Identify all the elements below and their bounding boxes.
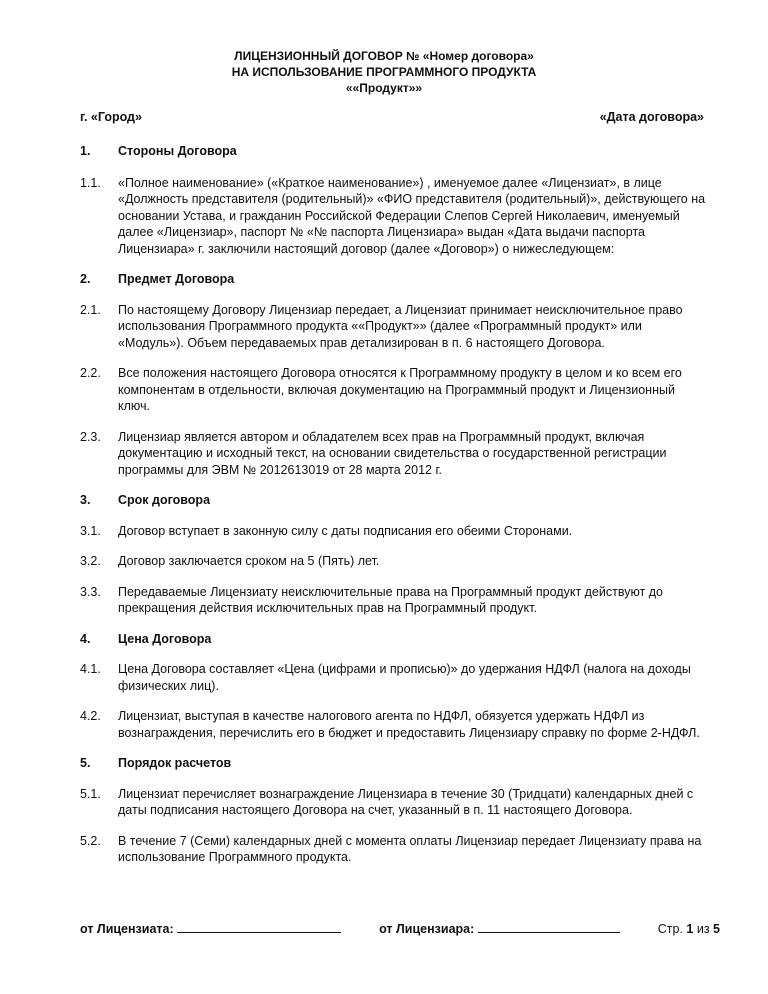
- clause-number: 2.3.: [80, 429, 101, 444]
- section-title: Порядок расчетов: [118, 756, 232, 770]
- clause: [80, 708, 710, 741]
- clause-text: В течение 7 (Семи) календарных дней с момента оплаты Лицензиар передает Лицензиату права на использование Программного продукта.: [118, 833, 702, 864]
- clause-number: 2.1.: [80, 302, 101, 317]
- document-body: [80, 143, 710, 866]
- clause: [80, 429, 710, 479]
- clause-number: 3.2.: [80, 554, 101, 568]
- section-heading: [80, 631, 710, 648]
- section-number: 2.: [80, 272, 91, 286]
- clause-text: По настоящему Договору Лицензиар передает, а Лицензиат принимает неисключительное право использования Программного продукта ««Продукт»» (далее «Программный продукт» или «Модуль»). Объем передаваемых прав детализирован в п. 6 настоящего Договора.: [118, 302, 683, 350]
- clause: [80, 584, 710, 617]
- licensee-signature-line: [177, 921, 341, 933]
- clause-text: Лицензиар является автором и обладателем всех прав на Программный продукт, включая документацию и исходный текст, на основании свидетельства о государственной регистрации программы для ЭВМ № 2012613019 от 28 марта 2012 г.: [118, 429, 667, 477]
- licensor-label: от Лицензиара:: [379, 922, 475, 936]
- page-number: [658, 922, 720, 936]
- signature-footer: [80, 921, 720, 936]
- date-label: «Дата договора»: [599, 110, 704, 124]
- clause: [80, 661, 710, 694]
- section-number: 5.: [80, 756, 91, 770]
- section-heading: [80, 271, 710, 288]
- clause-text: Передаваемые Лицензиату неисключительные права на Программный продукт действуют до прекращения действия исключительных прав на Программный продукт.: [118, 584, 664, 615]
- page-total: 5: [713, 922, 720, 936]
- page-separator: из: [696, 922, 710, 936]
- document-title: [0, 48, 768, 96]
- clause-text: «Полное наименование» («Краткое наименование») , именуемое далее «Лицензиат», в лице «Должность представителя (родительный)» «ФИО представителя (родительный)», действующего на основании Устава, и гражданин Российской Федерации Слепов Сергей Николаевич, именуемый далее «Лицензиар», паспорт № «№ паспорта Лицензиара» выдан «Дата выдачи паспорта Лицензиара» г. заключили настоящий договор (далее «Договор») о нижеследующем:: [118, 175, 706, 256]
- clause-number: 3.3.: [80, 584, 101, 599]
- section-number: 1.: [80, 144, 91, 158]
- clause-text: Договор вступает в законную силу с даты подписания его обеими Сторонами.: [118, 523, 573, 538]
- section-heading: [80, 492, 710, 509]
- clause-text: Лицензиат перечисляет вознаграждение Лицензиара в течение 30 (Тридцати) календарных дней с даты подписания настоящего Договора на счет, указанный в п. 11 настоящего Договора.: [118, 786, 694, 817]
- page-prefix: Стр.: [657, 922, 683, 936]
- licensor-signature-line: [478, 921, 620, 933]
- clause: [80, 786, 710, 819]
- licensee-label: от Лицензиата:: [80, 922, 174, 936]
- section-heading: [80, 755, 710, 772]
- clause: [80, 302, 710, 352]
- city-label: г. «Город»: [80, 110, 142, 124]
- clause: [80, 833, 710, 866]
- clause: [80, 365, 710, 415]
- section-number: 4.: [80, 631, 91, 646]
- clause-number: 1.1.: [80, 175, 101, 190]
- clause: [80, 523, 710, 540]
- clause-number: 4.2.: [80, 709, 101, 723]
- clause-number: 4.1.: [80, 662, 101, 676]
- section-title: Предмет Договора: [118, 272, 235, 286]
- clause-number: 3.1.: [80, 523, 101, 538]
- clause-text: Договор заключается сроком на 5 (Пять) лет.: [118, 554, 380, 568]
- clause: [80, 553, 710, 570]
- page-current: 1: [686, 922, 694, 936]
- section-title: Стороны Договора: [118, 144, 237, 158]
- clause-number: 5.2.: [80, 833, 101, 848]
- clause-text: Все положения настоящего Договора относятся к Программному продукту в целом и ко всем его компонентам в отдельности, включая документацию на Программный продукт и Лицензионный ключ.: [118, 366, 682, 413]
- clause-number: 5.1.: [80, 786, 101, 801]
- licensor-signature: [379, 921, 620, 936]
- section-number: 3.: [80, 493, 91, 507]
- title-line-2: НА ИСПОЛЬЗОВАНИЕ ПРОГРАММНОГО ПРОДУКТА: [231, 65, 537, 79]
- clause-text: Лицензиат, выступая в качестве налогового агента по НДФЛ, обязуется удержать НДФЛ из вознаграждения, перечислить его в бюджет и предоставить Лицензиару справку по форме 2-НДФЛ.: [118, 709, 700, 740]
- licensee-signature: [80, 921, 341, 936]
- clause: [80, 175, 710, 258]
- clause-text: Цена Договора составляет «Цена (цифрами и прописью)» до удержания НДФЛ (налога на доходы физических лиц).: [118, 662, 691, 693]
- section-title: Цена Договора: [118, 631, 212, 646]
- title-line-3: ««Продукт»»: [345, 81, 423, 95]
- section-title: Срок договора: [118, 493, 211, 507]
- clause-number: 2.2.: [80, 366, 101, 380]
- section-heading: [80, 143, 710, 160]
- title-line-1: ЛИЦЕНЗИОННЫЙ ДОГОВОР № «Номер договора»: [234, 49, 534, 63]
